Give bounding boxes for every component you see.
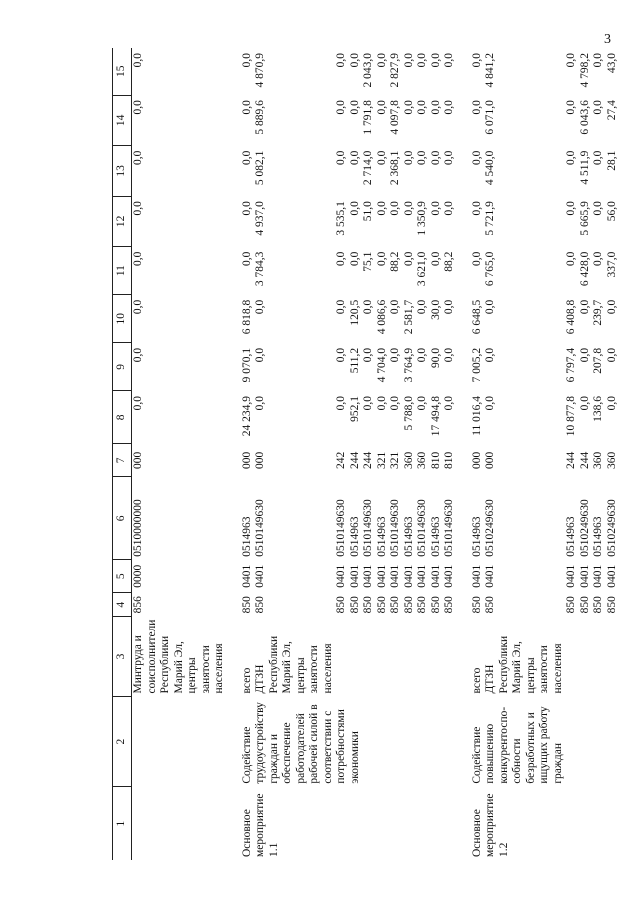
- responsible-cell: [376, 617, 390, 697]
- col-header-1: 1: [113, 787, 132, 860]
- value-cell: 0,0: [429, 53, 442, 68]
- value-cell: 0,0: [470, 150, 483, 165]
- value-cell: 6 797,4: [565, 347, 577, 383]
- value-cell: 0,0: [470, 251, 483, 266]
- value-cell: 6 818,8: [240, 299, 253, 335]
- value-cell: 90,0: [429, 347, 442, 368]
- description-cell: Содействие повышению конкурентоспо-собности безработных и ищущих работу граждан: [470, 706, 564, 784]
- expense-type-cell: 000: [240, 451, 253, 469]
- expense-type-cell: 000: [470, 451, 483, 469]
- value-cell: 0,0: [578, 299, 591, 315]
- value-cell: 0,0: [605, 299, 618, 315]
- value-cell: 0,0: [335, 150, 347, 165]
- value-cell: 4 870,9: [254, 53, 266, 88]
- value-cell: 0,0: [565, 100, 577, 115]
- target-article-cell: 0510149630: [443, 499, 455, 557]
- section-code-cell: 0401: [389, 564, 401, 588]
- responsible-cell: [579, 617, 593, 697]
- value-cell: 17 494,8: [429, 395, 442, 437]
- responsible-cell: [565, 617, 579, 697]
- section-code-cell: 0401: [592, 564, 604, 588]
- value-cell: 0,0: [132, 347, 144, 363]
- value-cell: 0,0: [605, 347, 618, 363]
- grbs-code-cell: 850: [389, 596, 401, 614]
- value-cell: 0,0: [578, 395, 591, 411]
- value-cell: 0,0: [565, 201, 577, 216]
- target-article-cell: 0510249630: [605, 499, 618, 557]
- value-cell: 0,0: [416, 150, 428, 165]
- value-cell: 3 764,9: [402, 347, 415, 383]
- value-cell: 0,0: [389, 201, 401, 216]
- section-code-cell: 0401: [605, 564, 618, 588]
- col-header-3: 3: [113, 617, 132, 697]
- value-cell: 0,0: [578, 347, 591, 363]
- target-article-cell: 0514963: [375, 516, 388, 557]
- value-cell: 6 765,0: [484, 251, 496, 287]
- value-cell: 0,0: [605, 395, 618, 411]
- value-cell: 2 581,7: [402, 299, 415, 335]
- value-cell: 0,0: [565, 150, 577, 165]
- value-cell: 0,0: [484, 395, 496, 411]
- value-cell: 0,0: [254, 347, 266, 363]
- value-cell: 75,1: [362, 251, 374, 272]
- section-code-cell: 0401: [416, 564, 428, 588]
- section-code-cell: 0401: [565, 564, 577, 588]
- value-cell: 0,0: [416, 53, 428, 68]
- value-cell: 0,0: [443, 150, 455, 165]
- value-cell: 0,0: [429, 100, 442, 115]
- expense-type-cell: 244: [578, 451, 591, 469]
- expense-type-cell: 000: [254, 451, 266, 469]
- value-cell: 0,0: [402, 150, 415, 165]
- grbs-code-cell: 850: [578, 596, 591, 614]
- value-cell: 4 540,0: [484, 150, 496, 186]
- section-code-cell: 0000: [132, 564, 144, 588]
- col-header-12: 12: [113, 196, 132, 247]
- value-cell: 3 784,3: [254, 251, 266, 287]
- expense-type-cell: 321: [375, 451, 388, 469]
- grbs-code-cell: 856: [132, 596, 144, 614]
- description-cell: Содействие трудоустройству граждан и обеспечение работодателей рабочей силой в соответствии с потребностями экономики: [240, 702, 361, 784]
- value-cell: 0,0: [240, 201, 253, 216]
- value-cell: 2 827,9: [389, 53, 401, 88]
- grbs-code-cell: 850: [484, 596, 496, 614]
- value-cell: 0,0: [240, 251, 253, 266]
- expense-type-cell: 360: [402, 451, 415, 469]
- value-cell: 4 086,6: [375, 299, 388, 335]
- value-cell: 0,0: [389, 347, 401, 363]
- grbs-code-cell: 850: [592, 596, 604, 614]
- value-cell: 28,1: [605, 150, 618, 171]
- value-cell: 120,5: [348, 299, 361, 326]
- value-cell: 0,0: [443, 100, 455, 115]
- budget-table: [112, 48, 619, 860]
- value-cell: 4 937,0: [254, 201, 266, 236]
- expense-type-cell: 242: [335, 451, 347, 469]
- responsible-cell: [349, 617, 363, 697]
- col-header-6: 6: [113, 477, 132, 560]
- section-code-cell: 0401: [484, 564, 496, 588]
- target-article-cell: 0510000000: [132, 499, 144, 557]
- value-cell: 0,0: [416, 100, 428, 115]
- target-article-cell: 0514963: [470, 516, 483, 557]
- value-cell: 11 016,4: [470, 395, 483, 436]
- grbs-code-cell: 850: [605, 596, 618, 614]
- value-cell: 4 511,9: [578, 150, 591, 185]
- section-code-cell: 0401: [470, 564, 483, 588]
- value-cell: 0,0: [348, 100, 361, 115]
- col-header-8: 8: [113, 391, 132, 444]
- value-cell: 952,1: [348, 395, 361, 422]
- value-cell: 0,0: [375, 150, 388, 165]
- value-cell: 5 889,6: [254, 100, 266, 135]
- col-header-11: 11: [113, 247, 132, 295]
- value-cell: 30,0: [429, 299, 442, 320]
- target-article-cell: 0514963: [565, 516, 577, 557]
- responsible-cell: ДТЗН Республики Марий Эл, центры занятости населения: [484, 635, 564, 694]
- value-cell: 0,0: [132, 100, 144, 115]
- value-cell: 239,7: [592, 299, 604, 326]
- value-cell: 0,0: [132, 53, 144, 68]
- value-cell: 7 005,2: [470, 347, 483, 383]
- expense-type-cell: 360: [605, 451, 618, 469]
- description-cell: [132, 696, 227, 786]
- col-header-7: 7: [113, 444, 132, 477]
- value-cell: 6 648,5: [470, 299, 483, 335]
- table-body: [132, 48, 620, 860]
- value-cell: 0,0: [592, 251, 604, 266]
- responsible-cell: [403, 617, 417, 697]
- value-cell: 2 368,1: [389, 150, 401, 186]
- value-cell: 0,0: [429, 201, 442, 216]
- section-code-cell: 0401: [429, 564, 442, 588]
- value-cell: 0,0: [470, 201, 483, 216]
- value-cell: 138,6: [592, 395, 604, 422]
- value-cell: 88,2: [389, 251, 401, 272]
- block-spacer: [227, 48, 241, 860]
- value-cell: 0,0: [132, 299, 144, 315]
- value-cell: 0,0: [362, 395, 374, 411]
- value-cell: 0,0: [132, 395, 144, 411]
- table-row: [241, 48, 255, 860]
- program-title-cell: Основное мероприятие 1.2: [470, 793, 510, 857]
- value-cell: 24 234,9: [240, 395, 253, 437]
- spacer-cell: [227, 48, 241, 860]
- value-cell: 0,0: [484, 347, 496, 363]
- value-cell: 0,0: [402, 53, 415, 68]
- value-cell: 6 071,0: [484, 100, 496, 135]
- section-code-cell: 0401: [362, 564, 374, 588]
- grbs-code-cell: 850: [375, 596, 388, 614]
- value-cell: 0,0: [592, 100, 604, 115]
- expense-type-cell: 244: [565, 451, 577, 469]
- responsible-cell: [416, 617, 430, 697]
- value-cell: 0,0: [362, 299, 374, 315]
- value-cell: 6 043,6: [578, 100, 591, 135]
- grbs-code-cell: 850: [362, 596, 374, 614]
- grbs-code-cell: 850: [429, 596, 442, 614]
- grbs-code-cell: 850: [443, 596, 455, 614]
- expense-type-cell: 810: [429, 451, 442, 469]
- target-article-cell: 0514963: [240, 516, 253, 557]
- target-article-cell: 0510149630: [362, 499, 374, 557]
- value-cell: 0,0: [240, 100, 253, 115]
- responsible-cell: [430, 617, 444, 697]
- value-cell: 0,0: [416, 299, 428, 315]
- target-article-cell: 0510249630: [484, 499, 496, 557]
- value-cell: 0,0: [335, 395, 347, 411]
- value-cell: 0,0: [592, 150, 604, 165]
- value-cell: 6 428,0: [578, 251, 591, 287]
- header-row: [113, 48, 132, 860]
- value-cell: 0,0: [335, 251, 347, 266]
- value-cell: 0,0: [416, 347, 428, 363]
- col-header-2: 2: [113, 696, 132, 786]
- value-cell: 51,0: [362, 201, 374, 222]
- table-row: [132, 48, 227, 860]
- value-cell: 0,0: [254, 395, 266, 411]
- table-row: [471, 48, 485, 860]
- grbs-code-cell: 850: [470, 596, 483, 614]
- value-cell: 4 097,8: [389, 100, 401, 135]
- col-header-4: 4: [113, 593, 132, 617]
- value-cell: 2 043,0: [362, 53, 374, 88]
- section-code-cell: 0401: [578, 564, 591, 588]
- value-cell: 0,0: [348, 201, 361, 216]
- value-cell: 0,0: [335, 53, 347, 68]
- value-cell: 0,0: [389, 299, 401, 315]
- value-cell: 0,0: [132, 201, 144, 216]
- section-code-cell: 0401: [375, 564, 388, 588]
- value-cell: 88,2: [443, 251, 455, 272]
- value-cell: 0,0: [592, 53, 604, 68]
- value-cell: 0,0: [402, 251, 415, 266]
- grbs-code-cell: 850: [348, 596, 361, 614]
- value-cell: 0,0: [429, 150, 442, 165]
- expense-type-cell: 360: [592, 451, 604, 469]
- value-cell: 4 704,0: [375, 347, 388, 383]
- value-cell: 0,0: [132, 251, 144, 266]
- value-cell: 0,0: [470, 100, 483, 115]
- value-cell: 0,0: [375, 201, 388, 216]
- value-cell: 10 877,8: [565, 395, 577, 437]
- value-cell: 337,0: [605, 251, 618, 278]
- col-header-15: 15: [113, 48, 132, 95]
- expense-type-cell: 360: [416, 451, 428, 469]
- expense-type-cell: 244: [348, 451, 361, 469]
- section-code-cell: 0401: [443, 564, 455, 588]
- target-article-cell: 0514963: [429, 516, 442, 557]
- col-header-9: 9: [113, 343, 132, 391]
- target-article-cell: 0514963: [592, 516, 604, 557]
- value-cell: 6 408,8: [565, 299, 577, 335]
- target-article-cell: 0510149630: [416, 499, 428, 557]
- expense-type-cell: 321: [389, 451, 401, 469]
- target-article-cell: 0514963: [402, 516, 415, 557]
- value-cell: 3 535,1: [335, 201, 347, 236]
- value-cell: 0,0: [348, 53, 361, 68]
- grbs-code-cell: 850: [240, 596, 253, 614]
- section-code-cell: 0401: [335, 564, 347, 588]
- responsible-cell: Минтруда и соисполнители Республики Марий Эл, центры занятости населения: [132, 619, 225, 694]
- value-cell: 0,0: [416, 395, 428, 411]
- expense-type-cell: 000: [132, 451, 144, 469]
- expense-type-cell: 810: [443, 451, 455, 469]
- expense-type-cell: 000: [484, 451, 496, 469]
- value-cell: 4 798,2: [578, 53, 591, 88]
- responsible-cell: [335, 617, 349, 697]
- value-cell: 0,0: [443, 201, 455, 216]
- value-cell: 0,0: [335, 299, 347, 315]
- target-article-cell: 0514963: [348, 516, 361, 557]
- value-cell: 0,0: [375, 395, 388, 411]
- target-article-cell: 0510149630: [389, 499, 401, 557]
- value-cell: 0,0: [443, 53, 455, 68]
- responsible-cell: [443, 617, 457, 697]
- grbs-code-cell: 850: [416, 596, 428, 614]
- responsible-cell: всего: [470, 667, 483, 694]
- grbs-code-cell: 850: [565, 596, 577, 614]
- value-cell: 0,0: [240, 53, 253, 68]
- value-cell: 0,0: [389, 395, 401, 411]
- value-cell: 1 350,9: [416, 201, 428, 236]
- value-cell: 0,0: [375, 53, 388, 68]
- col-header-14: 14: [113, 95, 132, 146]
- value-cell: 5 788,0: [402, 395, 415, 431]
- value-cell: 0,0: [348, 251, 361, 266]
- section-code-cell: 0401: [348, 564, 361, 588]
- value-cell: 9 070,1: [240, 347, 253, 383]
- value-cell: 511,2: [348, 347, 361, 374]
- target-article-cell: 0510249630: [578, 499, 591, 557]
- responsible-cell: [592, 617, 606, 697]
- value-cell: 0,0: [402, 201, 415, 216]
- value-cell: 4 841,2: [484, 53, 496, 88]
- value-cell: 0,0: [429, 251, 442, 266]
- value-cell: 5 082,1: [254, 150, 266, 186]
- value-cell: 0,0: [240, 150, 253, 165]
- value-cell: 0,0: [443, 299, 455, 315]
- spacer-cell: [457, 48, 471, 860]
- grbs-code-cell: 850: [402, 596, 415, 614]
- value-cell: 0,0: [484, 299, 496, 315]
- value-cell: 5 665,9: [578, 201, 591, 236]
- block-spacer: [457, 48, 471, 860]
- value-cell: 207,8: [592, 347, 604, 374]
- value-cell: 0,0: [348, 150, 361, 165]
- responsible-cell: [362, 617, 376, 697]
- value-cell: 0,0: [335, 347, 347, 363]
- value-cell: 0,0: [470, 53, 483, 68]
- col-header-13: 13: [113, 146, 132, 197]
- value-cell: 0,0: [443, 395, 455, 411]
- responsible-cell: [606, 617, 620, 697]
- value-cell: 27,4: [605, 100, 618, 121]
- value-cell: 0,0: [402, 100, 415, 115]
- page-number: 3: [604, 32, 611, 47]
- target-article-cell: 0510149630: [335, 499, 347, 557]
- value-cell: 0,0: [132, 150, 144, 165]
- value-cell: 56,0: [605, 201, 618, 222]
- value-cell: 43,0: [605, 53, 618, 74]
- section-code-cell: 0401: [240, 564, 253, 588]
- responsible-cell: ДТЗН Республики Марий Эл, центры занятости населения: [254, 635, 334, 694]
- section-code-cell: 0401: [402, 564, 415, 588]
- value-cell: 5 721,9: [484, 201, 496, 236]
- target-article-cell: 0510149630: [254, 499, 266, 557]
- program-title-cell: Основное мероприятие 1.1: [240, 793, 280, 857]
- value-cell: 1 791,8: [362, 100, 374, 135]
- col-header-10: 10: [113, 295, 132, 343]
- value-cell: 0,0: [592, 201, 604, 216]
- value-cell: 0,0: [443, 347, 455, 363]
- value-cell: 0,0: [362, 347, 374, 363]
- col-header-5: 5: [113, 560, 132, 593]
- responsible-cell: [389, 617, 403, 697]
- value-cell: 0,0: [565, 53, 577, 68]
- rotated-table-wrapper: [112, 48, 640, 860]
- program-cell: [132, 787, 227, 860]
- value-cell: 2 714,0: [362, 150, 374, 186]
- grbs-code-cell: 850: [254, 596, 266, 614]
- value-cell: 0,0: [375, 100, 388, 115]
- value-cell: 0,0: [565, 251, 577, 266]
- value-cell: 0,0: [254, 299, 266, 315]
- value-cell: 3 621,0: [416, 251, 428, 287]
- grbs-code-cell: 850: [335, 596, 347, 614]
- expense-type-cell: 244: [362, 451, 374, 469]
- value-cell: 0,0: [335, 100, 347, 115]
- value-cell: 0,0: [375, 251, 388, 266]
- responsible-cell: всего: [240, 667, 253, 694]
- section-code-cell: 0401: [254, 564, 266, 588]
